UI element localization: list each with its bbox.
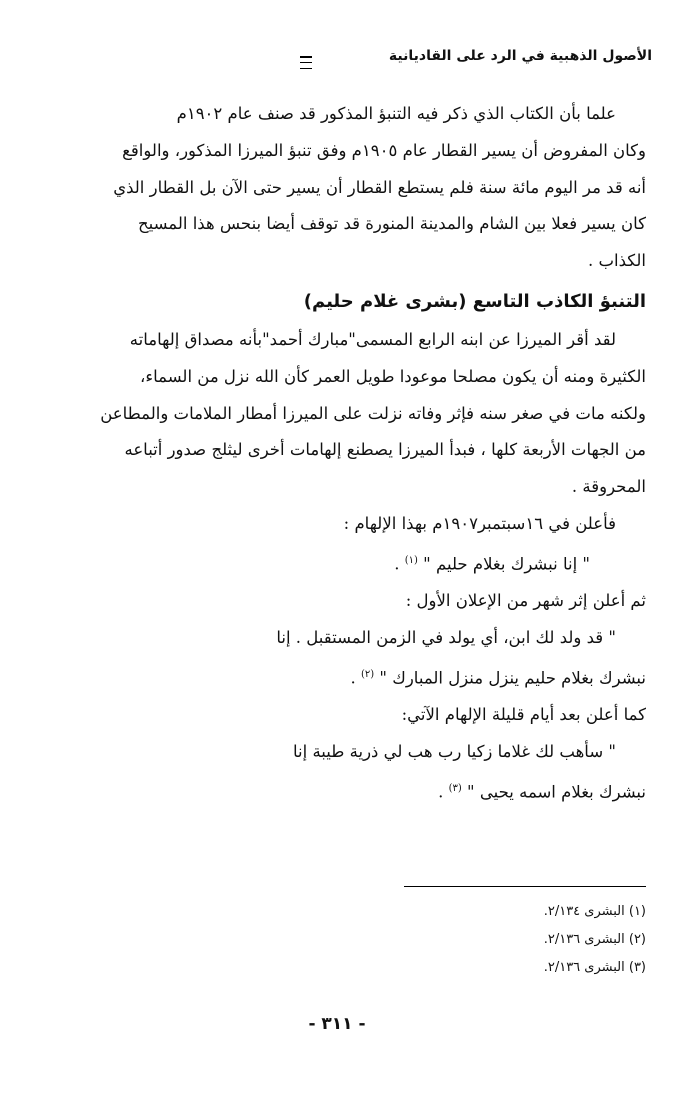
paragraph-1-line: الكذاب .: [588, 251, 646, 271]
quote-1-period: .: [394, 554, 400, 574]
paragraph-2-line: من الجهات الأربعة كلها ، فبدأ الميرزا يصطنع إلهامات أخرى ليثلج صدور أتباعه: [124, 440, 646, 460]
quote-1-text: " إنا نبشرك بغلام حليم ": [423, 554, 590, 574]
quote-2-line-2: [34, 657, 646, 697]
footnote-1: (١) البشرى ٢/١٣٤.: [543, 904, 646, 919]
footnote-ref-2: (٢): [360, 668, 375, 680]
header-rule-lower: [300, 68, 312, 69]
section-heading: التنبؤ الكاذب التاسع (بشرى غلام حليم): [303, 290, 646, 312]
quote-2-period: .: [350, 668, 356, 688]
book-title: الأصول الذهبية في الرد على القاديانية: [388, 48, 652, 64]
paragraph-1-line: أنه قد مر اليوم مائة سنة فلم يستطع القطار أن يسير حتى الآن بل القطار الذي: [113, 177, 646, 197]
running-header: [28, 44, 652, 84]
quote-1: [34, 543, 646, 583]
quote-2-line-1: " قد ولد لك ابن، أي يولد في الزمن المستقبل . إنا: [276, 627, 616, 647]
announcement-1: فأعلن في ١٦سبتمبر١٩٠٧م بهذا الإلهام :: [343, 513, 616, 533]
announcement-3: كما أعلن بعد أيام قليلة الإلهام الآتي:: [401, 704, 646, 724]
footnote-ref-1: (١): [404, 554, 418, 566]
header-rule-thin: [300, 62, 312, 63]
quote-2-text: نبشرك بغلام حليم ينزل منزل المبارك ": [379, 668, 646, 688]
paragraph-2-line: المحروقة .: [571, 477, 646, 497]
paragraph-2-line: لقد أقر الميرزا عن ابنه الرابع المسمى"مبارك أحمد"بأنه مصداق إلهاماته: [129, 329, 616, 349]
quote-3-line-2: [34, 771, 646, 811]
footnote-ref-3: (٣): [448, 782, 462, 794]
page-number: - ٣١١ -: [308, 1014, 366, 1034]
paragraph-2-line: الكثيرة ومنه أن يكون مصلحا موعودا طويل العمر كأن الله نزل من السماء،: [140, 366, 646, 386]
paragraph-1-line: كان يسير فعلا بين الشام والمدينة المنورة قد توقف أيضا بنحس هذا المسيح: [137, 214, 646, 234]
paragraph-2-line: ولكنه مات في صغر سنه فإثر وفاته نزلت على الميرزا أمطار الملامات والمطاعن: [100, 403, 646, 423]
paragraph-1-line: علما بأن الكتاب الذي ذكر فيه التنبؤ المذكور قد صنف عام ١٩٠٢م: [176, 104, 616, 123]
header-rule: [300, 56, 312, 58]
footnote-2: (٢) البشرى ٢/١٣٦.: [543, 932, 646, 947]
page-body: [34, 96, 646, 811]
footnote-separator: [404, 886, 646, 887]
quote-3-text: نبشرك بغلام اسمه يحيى ": [467, 782, 646, 802]
quote-3-period: .: [438, 782, 444, 802]
quote-3-line-1: " سأهب لك غلاما زكيا رب هب لي ذرية طيبة إنا: [293, 741, 616, 761]
footnote-3: (٣) البشرى ٢/١٣٦.: [543, 960, 646, 975]
paragraph-1-line: وكان المفروض أن يسير القطار عام ١٩٠٥م وفق تنبؤ الميرزا المذكور، والواقع: [122, 140, 646, 160]
announcement-2: ثم أعلن إثر شهر من الإعلان الأول :: [405, 591, 646, 611]
